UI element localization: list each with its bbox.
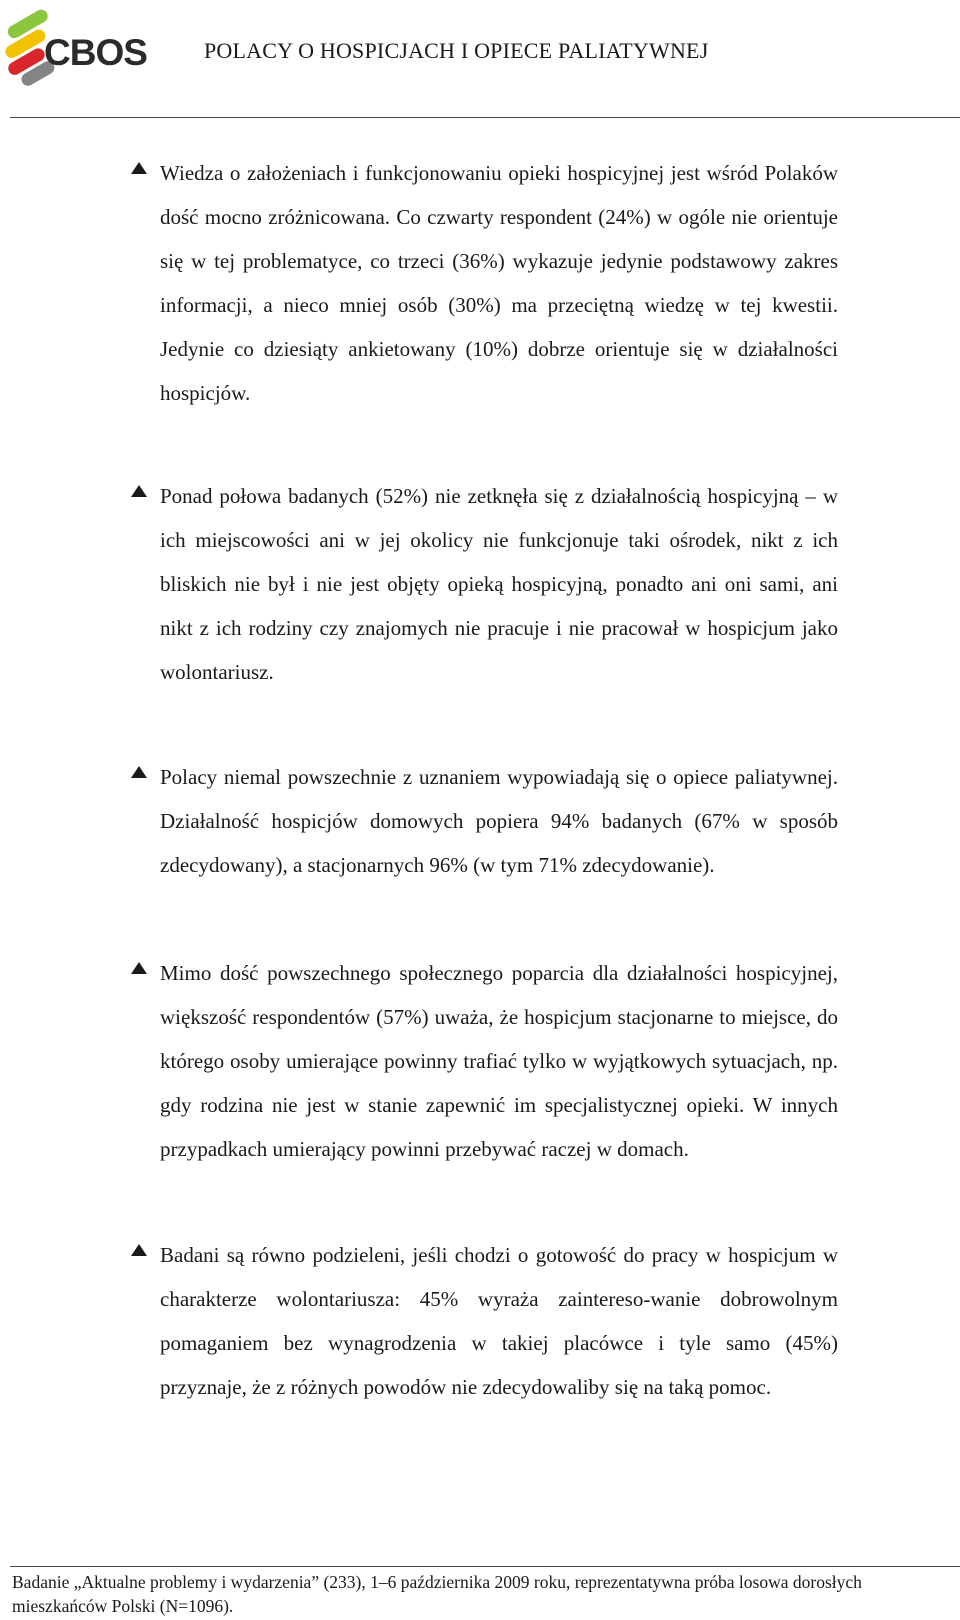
cbos-logo [4,4,154,86]
logo-wordmark: CBOS [44,32,147,73]
summary-item [130,1233,838,1409]
summary-item-text: Mimo dość powszechnego społecznego poparcia dla działalności hospicyjnej, większość respondentów (57%) uważa, że hospicjum stacjonarne to miejsce, do którego osoby umierające powinny trafiać tylko w wyjątkowych sytuacjach, np. gdy rodzina nie jest w stanie zapewnić im specjalistycznej opieki. W innych przypadkach umierający powinni przebywać raczej w domach. [160,961,838,1161]
page-header [0,0,960,118]
triangle-bullet-icon [130,961,148,975]
summary-item-text: Badani są równo podzieleni, jeśli chodzi o gotowość do pracy w hospicjum w charakterze wolontariusza: 45% wyraża zaintereso-wanie dobrowolnym pomaganiem bez wynagrodzenia w takiej placówce i tyle samo (45%) przyznaje, że z różnych powodów nie zdecydowaliby się na taką pomoc. [160,1243,838,1399]
page-title: POLACY O HOSPICJACH I OPIECE PALIATYWNEJ [204,38,709,63]
footer-divider [10,1566,960,1567]
triangle-bullet-icon [130,161,148,175]
summary-item [130,474,838,694]
triangle-bullet-icon [130,765,148,779]
summary-item-text: Ponad połowa badanych (52%) nie zetknęła się z działalnością hospicyjną – w ich miejscowości ani w jej okolicy nie funkcjonuje taki ośrodek, nikt z ich bliskich nie był i nie jest objęty opieką hospicyjną, ponadto ani oni sami, ani nikt z ich rodziny czy znajomych nie pracuje i nie pracował w hospicjum jako wolontariusz. [160,484,838,684]
summary-item [130,151,838,415]
summary-item-text: Wiedza o założeniach i funkcjonowaniu opieki hospicyjnej jest wśród Polaków dość mocno zróżnicowana. Co czwarty respondent (24%) w ogóle nie orientuje się w tej problematyce, co trzeci (36%) wykazuje jedynie podstawowy zakres informacji, a nieco mniej osób (30%) ma przeciętną wiedzę w tej kwestii. Jedynie co dziesiąty ankietowany (10%) dobrze orientuje się w działalności hospicjów. [160,161,838,405]
summary-item [130,951,838,1171]
triangle-bullet-icon [130,484,148,498]
triangle-bullet-icon [130,1243,148,1257]
summary-item-text: Polacy niemal powszechnie z uznaniem wypowiadają się o opiece paliatywnej. Działalność hospicjów domowych popiera 94% badanych (67% w sposób zdecydowany), a stacjonarnych 96% (w tym 71% zdecydowanie). [160,765,838,877]
footnote: Badanie „Aktualne problemy i wydarzenia” (233), 1–6 października 2009 roku, reprezentatywna próba losowa dorosłych mieszkańców Polski (N=1096). [12,1572,862,1616]
header-divider [10,117,960,118]
summary-item [130,755,838,887]
